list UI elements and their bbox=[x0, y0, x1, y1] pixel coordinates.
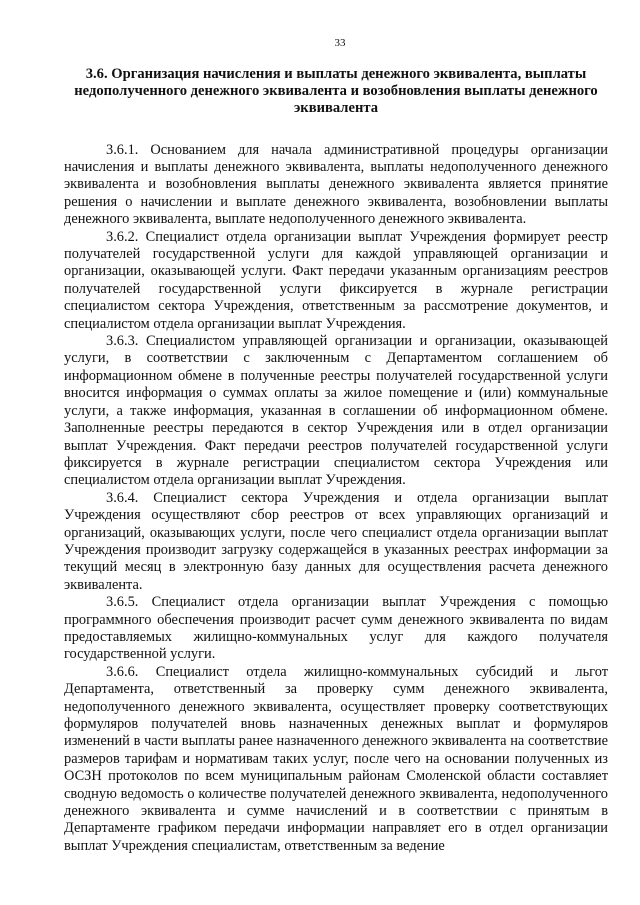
document-page bbox=[64, 36, 608, 855]
page-number: 33 bbox=[334, 37, 346, 49]
paragraph-3-6-2: 3.6.2. Специалист отдела организации выплат Учреждения формирует реестр получателей государственной услуги для каждой управляющей организации и организации, оказывающей услуги. Факт передачи указанным организациям реестров получателей государственной услуги фиксируется в журнале регистрации специалистом сектора Учреждения, ответственным за рассмотрение документов, и специалистом отдела организации выплат Учреждения. bbox=[64, 228, 608, 332]
paragraph-3-6-4: 3.6.4. Специалист сектора Учреждения и отдела организации выплат Учреждения осуществляют сбор реестров от всех управляющих организаций и организаций, оказывающих услуги, после чего специалист отдела организации выплат Учреждения производит загрузку содержащейся в указанных реестрах информации за текущий месяц в электронную базу данных для осуществления расчета денежного эквивалента. bbox=[64, 489, 608, 593]
paragraph-3-6-6: 3.6.6. Специалист отдела жилищно-коммунальных субсидий и льгот Департамента, ответственный за проверку сумм денежного эквивалента, недополученного денежного эквивалента, осуществляет проверку соответствующих формуляров получателей вновь назначенных денежных выплат и формуляров изменений в части выплаты ранее назначенного денежного эквивалента на соответствие размеров тарифам и нормативам таких услуг, после чего на основании полученных из ОСЗН протоколов по всем муниципальным районам Смоленской области составляет сводную ведомость о количестве получателей денежного эквивалента, недополученного денежного эквивалента и сумме начислений и в соответствии с принятым в Департаменте графиком передачи информации направляет его в отдел организации выплат Учреждения специалистам, ответственным за ведение bbox=[64, 663, 608, 854]
paragraph-3-6-1: 3.6.1. Основанием для начала административной процедуры организации начисления и выплаты денежного эквивалента, выплаты недополученного денежного эквивалента и возобновления выплаты денежного эквивалента является принятие решения о начислении и выплате денежного эквивалента, возобновлении выплаты денежного эквивалента, выплате недополученного денежного эквивалента. bbox=[64, 141, 608, 228]
paragraph-3-6-5: 3.6.5. Специалист отдела организации выплат Учреждения с помощью программного обеспечения производит расчет сумм денежного эквивалента по видам предоставляемых жилищно-коммунальных услуг для каждого получателя государственной услуги. bbox=[64, 594, 608, 663]
section-body bbox=[64, 142, 608, 856]
section-heading: 3.6. Организация начисления и выплаты денежного эквивалента, выплаты недополученного денежного эквивалента и возобновления выплаты денежного эквивалента bbox=[74, 66, 598, 117]
paragraph-3-6-3: 3.6.3. Специалистом управляющей организации и организации, оказывающей услуги, в соответствии с заключенным с Департаментом соглашением об информационном обмене в полученные реестры получателей государственной услуги вносится информация о суммах оплаты за жилое помещение и (или) коммунальные услуги, а также информация, указанная в соглашении об информационном обмене. Заполненные реестры передаются в сектор Учреждения или в отдел организации выплат Учреждения. Факт передачи реестров получателей государственной услуги фиксируется в журнале регистрации специалистом сектора Учреждения или специалистом отдела организации выплат Учреждения. bbox=[64, 333, 608, 489]
